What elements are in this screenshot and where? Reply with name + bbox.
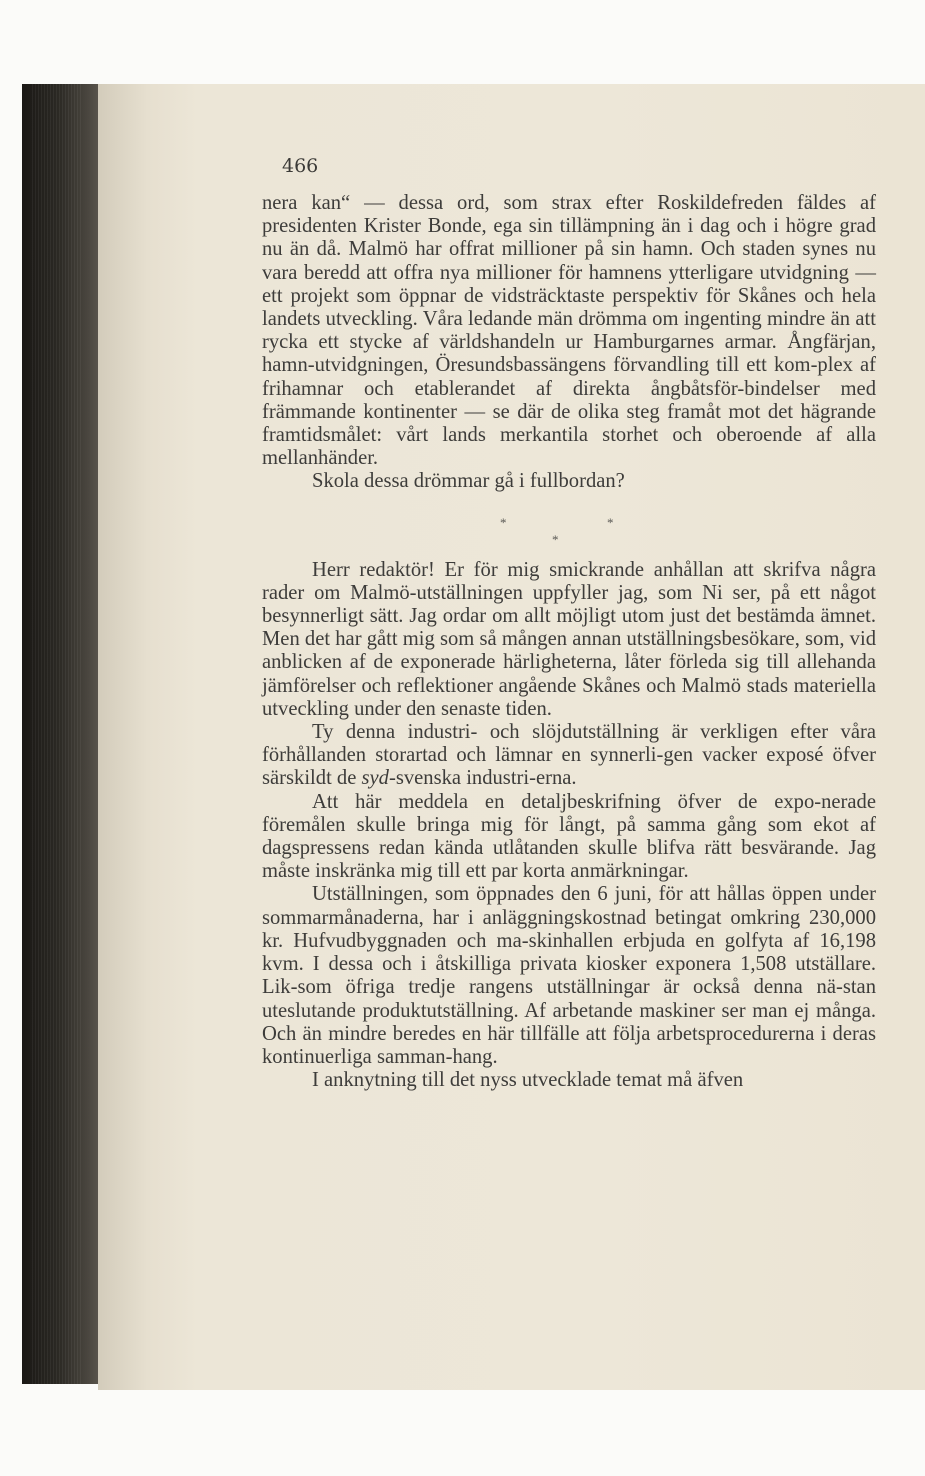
section-separator xyxy=(262,494,876,559)
paragraph-exhibition-start: Ty denna industri- och slöjdutställning är verkligen efter våra förhållanden storartad och lämnar en synnerli-gen vacker exposé öfver särskildt de xyxy=(262,721,876,790)
paragraph-continuation: nera kan“ — dessa ord, som strax efter Roskildefreden fäldes af presidenten Krister Bonde, ega sin tillämpning än i dag och i högre grad nu än då. Malmö har offrat millioner på sin hamn. Och staden synes nu vara beredd att offra nya millioner för hamnens ytterligare utvidgning — ett projekt som öppnar de vidsträcktaste perspektiv för Skånes och hela landets utveckling. Våra ledande män drömma om ingenting mindre än att rycka ett stycke af världshandeln ur Hamburgarnes armar. Ångfärjan, hamn-utvidgningen, Öresundsbassängens förvandling till ett kom-plex af frihamnar och etablerandet af direkta ångbåtsför-bindelser med främmande kontinenter — se där de olika steg framåt mot det hägrande framtidsmålet: vårt lands merkantila storhet och oberoende af alla mellanhänder. xyxy=(262,192,876,470)
page-number: 466 xyxy=(282,155,319,177)
paragraph-exhibition-italic: syd xyxy=(361,767,389,790)
separator-asterisk: * xyxy=(500,514,507,530)
body-text xyxy=(262,192,876,1092)
paragraph-exhibition-end: -svenska industri-erna. xyxy=(388,767,577,790)
paragraph-question: Skola dessa drömmar gå i fullbordan? xyxy=(312,470,625,493)
paragraph-description: Att här meddela en detaljbeskrifning öfver de expo-nerade föremålen skulle bringa mig för långt, på samma gång som ekot af dagspressens redan kända utlåtanden skulle blifva rätt besvärande. Jag måste inskränka mig till ett par korta anmärkningar. xyxy=(262,790,876,883)
paragraph-exhibition xyxy=(262,721,876,791)
separator-asterisk: * xyxy=(607,514,614,530)
separator-asterisk: * xyxy=(552,531,559,547)
paragraph-salutation: Herr redaktör! Er för mig smickrande anhållan att skrifva några rader om Malmö-utställningen uppfyller jag, som Ni ser, på ett något besynnerligt sätt. Jag ordar om allt möjligt utom just det bestämda ämnet. Men det har gått mig som så mången annan utställningsbesökare, som, vid anblicken af de exponerade härligheterna, låter förleda sig till allehanda jämförelser och reflektioner angående Skånes och Malmö stads materiella utveckling under den senaste tiden. xyxy=(262,558,876,720)
paragraph-closing: I anknytning till det nyss utvecklade temat må äfven xyxy=(312,1069,744,1092)
paragraph-statistics: Utställningen, som öppnades den 6 juni, för att hållas öppen under sommarmånaderna, har i anläggningskostnad betingat omkring 230,000 kr. Hufvudbyggnaden och ma-skinhallen erbjuda en golfyta af 16,198 kvm. I dessa och i åtskilliga privata kiosker exponera 1,508 utställare. Lik-som öfriga tredje rangens utställningar är också denna nä-stan uteslutande produktutställning. Af arbetande maskiner ser man ej många. Och än mindre beredes en här tillfälle att följa arbetsprocedurerna i deras kontinuerliga samman-hang. xyxy=(262,883,876,1068)
